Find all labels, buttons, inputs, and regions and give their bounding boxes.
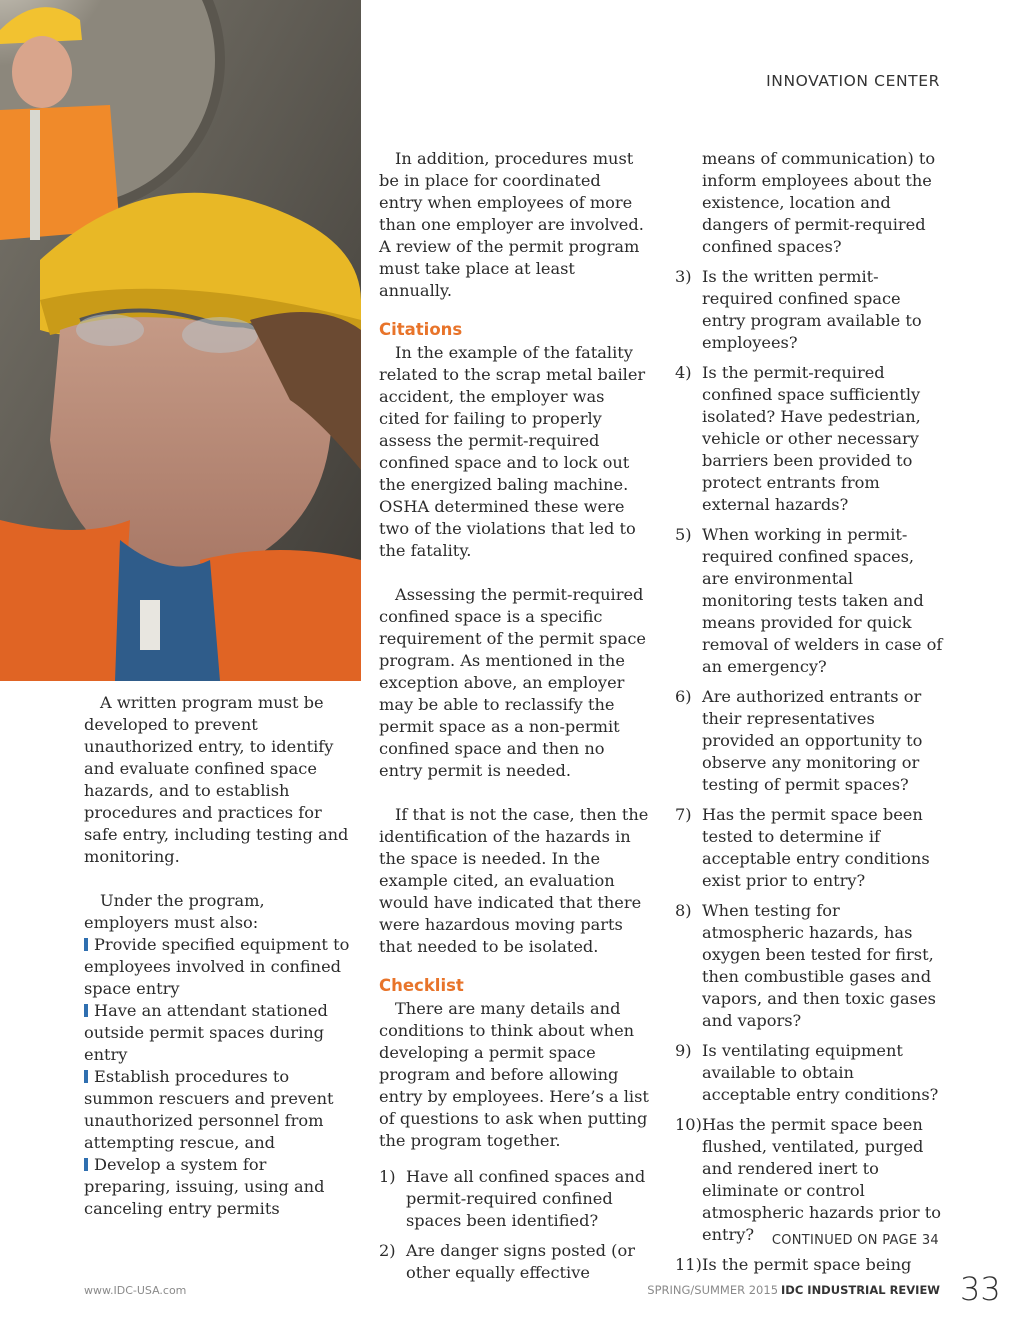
bullet-item: Establish procedures to summon rescuers and prevent unauthorized personnel from attempting rescue, and xyxy=(84,1067,334,1152)
paragraph: A written program must be developed to prevent unauthorized entry, to identify and evaluate confined space hazards, and to establish procedures and practices for safe entry, including testing and monitoring. xyxy=(84,693,349,866)
bullet-item: Develop a system for preparing, issuing, using and canceling entry permits xyxy=(84,1155,325,1218)
list-item: 7) Has the permit space been tested to determine if acceptable entry conditions exist prior to entry? xyxy=(675,805,930,890)
paragraph: means of communication) to inform employees about the existence, location and dangers of permit-required confined spaces? xyxy=(702,149,936,256)
column-2 xyxy=(379,148,649,1292)
citations-heading: Citations xyxy=(379,320,463,339)
list-item: 1) Have all confined spaces and permit-required confined spaces been identified? xyxy=(379,1167,646,1230)
list-item: 9) Is ventilating equipment available to obtain acceptable entry conditions? xyxy=(675,1041,939,1104)
paragraph: If that is not the case, then the identification of the hazards in the space is needed. In the example cited, an evaluation would have indicated that there were hazardous moving parts that needed to be isolated. xyxy=(379,805,649,956)
question-list xyxy=(379,1166,649,1284)
section-header: INNOVATION CENTER xyxy=(766,72,940,90)
checklist-heading: Checklist xyxy=(379,976,464,995)
bullet-marker-icon xyxy=(84,1004,88,1017)
bullet-marker-icon xyxy=(84,938,88,951)
worker-hardhat-photo xyxy=(0,0,361,681)
publication-name: IDC INDUSTRIAL REVIEW xyxy=(781,1283,940,1297)
column-1 xyxy=(84,692,352,1220)
footer-url[interactable]: www.IDC-USA.com xyxy=(84,1284,187,1297)
page-number: 33 xyxy=(960,1270,1001,1308)
paragraph: In addition, procedures must be in place for coordinated entry when employees of more than one employer are involved. A review of the permit program must take place at least annually. xyxy=(379,149,644,300)
bullet-marker-icon xyxy=(84,1070,88,1083)
paragraph: Under the program, employers must also: xyxy=(84,891,265,932)
list-item: 3) Is the written permit-required confined space entry program available to employees? xyxy=(675,267,922,352)
photo-illustration xyxy=(0,0,361,681)
paragraph: There are many details and conditions to think about when developing a permit space program and before allowing entry by employees. Here’s a list of questions to ask when putting the program together. xyxy=(379,999,649,1150)
paragraph: Assessing the permit-required confined space is a specific requirement of the permit space program. As mentioned in the exception above, an employer may be able to reclassify the permit space as a non-permit confined space and then no entry permit is needed. xyxy=(379,585,646,780)
list-item: 2) Are danger signs posted (or other equally effective xyxy=(379,1241,635,1282)
list-item: 5) When working in permit-required confined spaces, are environmental monitoring tests taken and means provided for quick removal of welders in case of an emergency? xyxy=(675,525,943,676)
bullet-item: Have an attendant stationed outside permit spaces during entry xyxy=(84,1001,328,1064)
column-3 xyxy=(675,148,945,1284)
bullet-marker-icon xyxy=(84,1158,88,1171)
issue-date: SPRING/SUMMER 2015 xyxy=(647,1283,779,1297)
paragraph: In the example of the fatality related to the scrap metal bailer accident, the employer was cited for failing to properly assess the permit-required confined space and to lock out the energized baling machine. OSHA determined these were two of the violations that led to the fatality. xyxy=(379,343,646,560)
bullet-item: Provide specified equipment to employees involved in confined space entry xyxy=(84,935,350,998)
list-item: 4) Is the permit-required confined space sufficiently isolated? Have pedestrian, vehicle or other necessary barriers been provided to protect entrants from external hazards? xyxy=(675,363,921,514)
question-list xyxy=(675,266,945,1276)
list-item: 6) Are authorized entrants or their representatives provided an opportunity to observe any monitoring or testing of permit spaces? xyxy=(675,687,923,794)
list-item: 8) When testing for atmospheric hazards, has oxygen been tested for first, then combustible gases and vapors, and then toxic gases and vapors? xyxy=(675,901,936,1030)
list-item: 11) Is the permit space being xyxy=(675,1255,912,1274)
continued-note: CONTINUED ON PAGE 34 xyxy=(771,1233,939,1248)
list-item: 10) Has the permit space been flushed, ventilated, purged and rendered inert to eliminate or control atmospheric hazards prior to entry? xyxy=(675,1115,942,1244)
footer-issue xyxy=(647,1283,940,1297)
